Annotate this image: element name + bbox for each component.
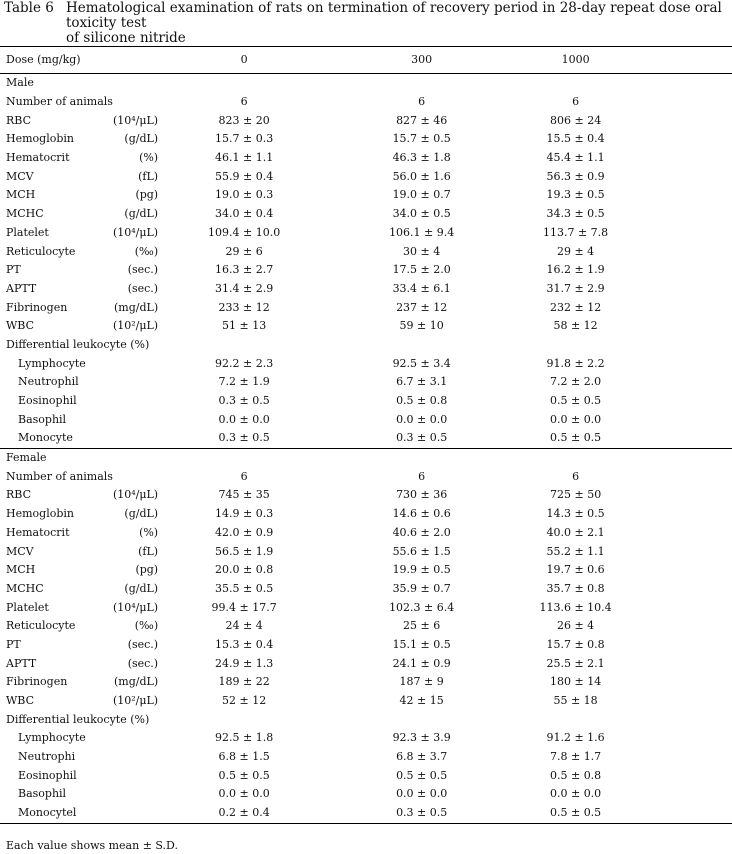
table-row (0, 149, 732, 168)
value-cell: 0.5 ± 0.5 (549, 431, 602, 445)
parameter-unit: (%) (139, 151, 159, 165)
value-cell: 7.8 ± 1.7 (549, 750, 602, 764)
value-cell: 745 ± 35 (218, 488, 270, 502)
value-cell: 29 ± 6 (225, 244, 263, 258)
value-cell: 35.5 ± 0.5 (215, 581, 274, 595)
value-cell: 42.0 ± 0.9 (215, 525, 274, 539)
parameter-unit: (sec.) (127, 263, 159, 277)
table-row (0, 354, 732, 373)
parameter-unit: (%) (139, 525, 159, 539)
female-differential-header (0, 710, 732, 729)
parameter-unit: (sec.) (127, 281, 159, 295)
value-cell: 0.3 ± 0.5 (396, 431, 448, 445)
male-section-header (0, 74, 732, 93)
dose-header-300: 300 (364, 47, 479, 74)
parameter-unit: (pg) (135, 563, 159, 577)
value-cell: 0.2 ± 0.4 (158, 804, 364, 823)
table-row (0, 617, 732, 636)
table-row (0, 224, 732, 243)
value-cell: 31.4 ± 2.9 (215, 281, 274, 295)
value-cell: 51 ± 13 (222, 319, 267, 333)
table-header-row (0, 47, 732, 74)
value-cell: 14.6 ± 0.6 (392, 507, 451, 521)
value-cell: 16.2 ± 1.9 (546, 263, 605, 277)
parameter-unit: (‰) (134, 619, 159, 633)
value-cell: 102.3 ± 6.4 (389, 600, 455, 614)
table-row (0, 298, 732, 317)
table-row (0, 130, 732, 149)
value-cell: 189 ± 22 (218, 675, 270, 689)
parameter-label: Reticulocyte (6, 244, 76, 258)
table-row (0, 242, 732, 261)
value-cell: 56.3 ± 0.9 (546, 169, 605, 183)
leukocyte-type-label: Basophil (18, 787, 67, 801)
table-title-line-2: of silicone nitride (66, 30, 186, 46)
value-cell: 19.0 ± 0.7 (392, 188, 451, 202)
parameter-unit: (g/dL) (124, 581, 159, 595)
parameter-unit: (g/dL) (124, 132, 159, 146)
parameter-label: MCV (6, 169, 34, 183)
parameter-label: Number of animals (6, 95, 113, 109)
value-cell: 24.1 ± 0.9 (392, 656, 451, 670)
table-row (0, 467, 732, 486)
value-cell: 6 (240, 95, 248, 109)
value-cell: 19.3 ± 0.5 (546, 188, 605, 202)
parameter-label: Number of animals (6, 469, 113, 483)
parameter-unit: (‰) (134, 244, 159, 258)
value-cell: 29 ± 4 (556, 244, 595, 258)
value-cell: 99.4 ± 17.7 (211, 600, 277, 614)
value-cell: 237 ± 12 (396, 300, 448, 314)
value-cell: 0.0 ± 0.0 (396, 787, 448, 801)
parameter-unit: (10⁴/μL) (112, 225, 159, 239)
value-cell: 7.2 ± 2.0 (549, 375, 602, 389)
parameter-label: PT (6, 637, 21, 651)
parameter-unit: (10²/μL) (112, 694, 159, 708)
dose-header-label: Dose (mg/kg) (0, 47, 158, 74)
parameter-label: RBC (6, 488, 31, 502)
male-section-label: Male (6, 76, 34, 90)
value-cell: 14.9 ± 0.3 (215, 507, 274, 521)
value-cell: 56.5 ± 1.9 (215, 544, 274, 558)
value-cell: 31.7 ± 2.9 (546, 281, 605, 295)
differential-leukocyte-label: Differential leukocyte (%) (6, 337, 150, 351)
value-cell: 19.7 ± 0.6 (546, 563, 605, 577)
value-cell: 25 ± 6 (403, 619, 441, 633)
leukocyte-type-label: Monocytel (0, 804, 158, 823)
value-cell: 59 ± 10 (399, 319, 444, 333)
value-cell: 92.3 ± 3.9 (392, 731, 451, 745)
value-cell: 827 ± 46 (396, 113, 448, 127)
value-cell: 0.5 ± 0.5 (479, 804, 732, 823)
parameter-unit: (10⁴/μL) (112, 600, 159, 614)
table-row (0, 410, 732, 429)
parameter-label: RBC (6, 113, 31, 127)
value-cell: 35.7 ± 0.8 (546, 581, 605, 595)
male-differential-header (0, 336, 732, 355)
table-row (0, 804, 732, 823)
value-cell: 0.3 ± 0.5 (218, 431, 270, 445)
parameter-unit: (mg/dL) (114, 300, 159, 314)
parameter-unit: (10²/μL) (112, 319, 159, 333)
value-cell: 55 ± 18 (553, 694, 598, 708)
value-cell: 46.3 ± 1.8 (392, 151, 451, 165)
value-cell: 6 (572, 95, 580, 109)
value-cell: 55.2 ± 1.1 (546, 544, 605, 558)
value-cell: 113.6 ± 10.4 (539, 600, 612, 614)
parameter-label: APTT (6, 281, 37, 295)
table-row (0, 505, 732, 524)
value-cell: 730 ± 36 (396, 488, 448, 502)
value-cell: 0.0 ± 0.0 (396, 412, 448, 426)
value-cell: 113.7 ± 7.8 (542, 225, 609, 239)
parameter-unit: (10⁴/μL) (112, 113, 159, 127)
parameter-label: Hematocrit (6, 525, 70, 539)
table-row (0, 766, 732, 785)
parameter-label: Hemoglobin (6, 507, 74, 521)
leukocyte-type-label: Neutrophi (18, 750, 76, 764)
table-row (0, 598, 732, 617)
value-cell: 0.5 ± 0.5 (549, 394, 602, 408)
parameter-label: MCHC (6, 581, 44, 595)
value-cell: 92.5 ± 1.8 (215, 731, 274, 745)
leukocyte-type-label: Eosinophil (18, 394, 77, 408)
value-cell: 106.1 ± 9.4 (389, 225, 455, 239)
value-cell: 92.5 ± 3.4 (392, 356, 451, 370)
value-cell: 0.0 ± 0.0 (549, 787, 602, 801)
value-cell: 7.2 ± 1.9 (218, 375, 270, 389)
value-cell: 20.0 ± 0.8 (215, 563, 274, 577)
table-row (0, 205, 732, 224)
value-cell: 6 (240, 469, 248, 483)
table-row (0, 429, 732, 448)
value-cell: 6.7 ± 3.1 (396, 375, 448, 389)
value-cell: 0.5 ± 0.8 (396, 394, 448, 408)
parameter-label: Platelet (6, 225, 49, 239)
value-cell: 55.6 ± 1.5 (392, 544, 451, 558)
table-caption (4, 1, 728, 46)
female-section-header (0, 448, 732, 467)
value-cell: 16.3 ± 2.7 (215, 263, 274, 277)
table-row (0, 392, 732, 411)
parameter-label: Hemoglobin (6, 132, 74, 146)
parameter-unit (113, 93, 158, 112)
value-cell: 25.5 ± 2.1 (546, 656, 605, 670)
value-cell: 0.0 ± 0.0 (218, 412, 270, 426)
table-footnote: Each value shows mean ± S.D. (6, 839, 178, 852)
value-cell: 806 ± 24 (549, 113, 602, 127)
parameter-unit (113, 467, 158, 486)
table-row (0, 785, 732, 804)
value-cell: 19.9 ± 0.5 (392, 563, 451, 577)
parameter-unit: (10⁴/μL) (112, 488, 159, 502)
table-row (0, 542, 732, 561)
value-cell: 35.9 ± 0.7 (392, 581, 451, 595)
value-cell: 0.5 ± 0.8 (549, 768, 602, 782)
value-cell: 45.4 ± 1.1 (546, 151, 605, 165)
parameter-label: APTT (6, 656, 37, 670)
table-row (0, 673, 732, 692)
table-row (0, 280, 732, 299)
table-row (0, 692, 732, 711)
value-cell: 233 ± 12 (218, 300, 270, 314)
table-body (0, 47, 732, 824)
table-row (0, 486, 732, 505)
value-cell: 232 ± 12 (549, 300, 602, 314)
value-cell: 14.3 ± 0.5 (546, 507, 605, 521)
parameter-unit: (pg) (135, 188, 159, 202)
table-row (0, 111, 732, 130)
leukocyte-type-label: Basophil (18, 412, 67, 426)
value-cell: 109.4 ± 10.0 (208, 225, 281, 239)
value-cell: 30 ± 4 (403, 244, 441, 258)
parameter-label: Hematocrit (6, 151, 70, 165)
value-cell: 15.7 ± 0.8 (546, 637, 605, 651)
value-cell: 24 ± 4 (225, 619, 263, 633)
value-cell: 92.2 ± 2.3 (215, 356, 274, 370)
value-cell: 17.5 ± 2.0 (392, 263, 451, 277)
value-cell: 91.8 ± 2.2 (546, 356, 605, 370)
parameter-unit: (sec.) (127, 656, 159, 670)
differential-leukocyte-label: Differential leukocyte (%) (6, 712, 150, 726)
value-cell: 0.0 ± 0.0 (549, 412, 602, 426)
table-row (0, 261, 732, 280)
value-cell: 6 (418, 469, 426, 483)
dose-header-1000: 1000 (479, 47, 732, 74)
value-cell: 6 (418, 95, 426, 109)
parameter-label: WBC (6, 319, 35, 333)
leukocyte-type-label: Neutrophil (18, 375, 79, 389)
value-cell: 6.8 ± 3.7 (396, 750, 448, 764)
leukocyte-type-label: Monocyte (18, 431, 73, 445)
value-cell: 15.7 ± 0.3 (215, 132, 274, 146)
parameter-label: MCHC (6, 207, 44, 221)
value-cell: 26 ± 4 (556, 619, 595, 633)
value-cell: 823 ± 20 (218, 113, 270, 127)
value-cell: 6 (572, 469, 580, 483)
value-cell: 0.3 ± 0.5 (364, 804, 479, 823)
value-cell: 55.9 ± 0.4 (215, 169, 274, 183)
value-cell: 19.0 ± 0.3 (215, 188, 274, 202)
value-cell: 15.3 ± 0.4 (215, 637, 274, 651)
table-number: Table 6 (4, 0, 54, 16)
value-cell: 58 ± 12 (553, 319, 598, 333)
value-cell: 34.0 ± 0.5 (392, 207, 451, 221)
parameter-label: PT (6, 263, 21, 277)
value-cell: 725 ± 50 (549, 488, 602, 502)
female-section-label: Female (0, 448, 732, 467)
table-row (0, 93, 732, 112)
table-row (0, 580, 732, 599)
parameter-unit: (g/dL) (124, 207, 159, 221)
value-cell: 42 ± 15 (399, 694, 444, 708)
value-cell: 40.0 ± 2.1 (546, 525, 605, 539)
parameter-label: MCH (6, 188, 36, 202)
table-row (0, 561, 732, 580)
table-row (0, 373, 732, 392)
value-cell: 34.3 ± 0.5 (546, 207, 605, 221)
parameter-unit: (fL) (138, 169, 159, 183)
table-row (0, 636, 732, 655)
value-cell: 46.1 ± 1.1 (215, 151, 274, 165)
value-cell: 91.2 ± 1.6 (546, 731, 605, 745)
value-cell: 34.0 ± 0.4 (215, 207, 274, 221)
table-row (0, 729, 732, 748)
parameter-label: MCH (6, 563, 36, 577)
parameter-label: Fibrinogen (6, 300, 68, 314)
parameter-unit: (mg/dL) (114, 675, 159, 689)
table-title-line-1: Hematological examination of rats on termination of recovery period in 28-day repeat dose oral toxicity test (66, 0, 722, 31)
value-cell: 33.4 ± 6.1 (392, 281, 451, 295)
value-cell: 15.1 ± 0.5 (392, 637, 451, 651)
value-cell: 15.7 ± 0.5 (392, 132, 451, 146)
parameter-unit: (g/dL) (124, 507, 159, 521)
table-row (0, 186, 732, 205)
value-cell: 0.0 ± 0.0 (218, 787, 270, 801)
leukocyte-type-label: Lymphocyte (18, 356, 86, 370)
value-cell: 56.0 ± 1.6 (392, 169, 451, 183)
table-row (0, 317, 732, 336)
value-cell: 24.9 ± 1.3 (215, 656, 274, 670)
parameter-label: Reticulocyte (6, 619, 76, 633)
value-cell: 180 ± 14 (549, 675, 602, 689)
leukocyte-type-label: Eosinophil (18, 768, 77, 782)
value-cell: 0.5 ± 0.5 (218, 768, 270, 782)
parameter-label: Platelet (6, 600, 49, 614)
value-cell: 40.6 ± 2.0 (392, 525, 451, 539)
value-cell: 0.3 ± 0.5 (218, 394, 270, 408)
value-cell: 6.8 ± 1.5 (218, 750, 270, 764)
table-row (0, 654, 732, 673)
value-cell: 52 ± 12 (222, 694, 267, 708)
table-row (0, 524, 732, 543)
parameter-label: Fibrinogen (6, 675, 68, 689)
value-cell: 187 ± 9 (399, 675, 444, 689)
dose-header-0: 0 (158, 47, 364, 74)
table-row (0, 748, 732, 767)
parameter-label: MCV (6, 544, 34, 558)
hematology-table (0, 46, 732, 824)
leukocyte-type-label: Lymphocyte (18, 731, 86, 745)
table-row (0, 167, 732, 186)
value-cell: 15.5 ± 0.4 (546, 132, 605, 146)
parameter-label: WBC (6, 694, 35, 708)
parameter-unit: (sec.) (127, 637, 159, 651)
parameter-unit: (fL) (138, 544, 159, 558)
value-cell: 0.5 ± 0.5 (396, 768, 448, 782)
